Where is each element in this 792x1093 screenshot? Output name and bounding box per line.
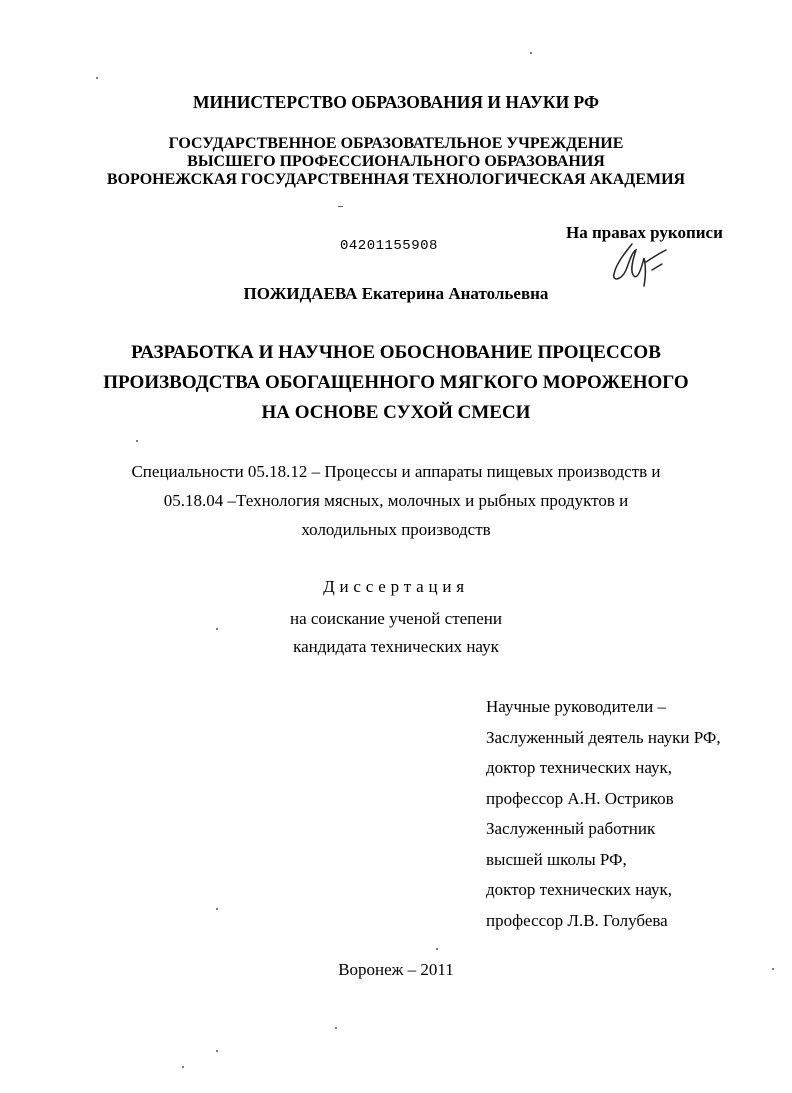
supervisors-line: Заслуженный работник xyxy=(486,819,656,838)
title-line: ПРОИЗВОДСТВА ОБОГАЩЕННОГО МЯГКОГО МОРОЖЕНОГО xyxy=(103,372,689,393)
author-given-names: Екатерина Анатольевна xyxy=(361,284,549,303)
institution-line: ВОРОНЕЖСКАЯ ГОСУДАРСТВЕННАЯ ТЕХНОЛОГИЧЕСКАЯ АКАДЕМИЯ xyxy=(106,171,686,188)
dissertation-title xyxy=(0,338,792,428)
institution-line: ВЫСШЕГО ПРОФЕССИОНАЛЬНОГО ОБРАЗОВАНИЯ xyxy=(187,153,605,170)
rights-note: На правах рукописи xyxy=(566,223,723,242)
supervisors-line: высшей школы РФ, xyxy=(486,849,627,869)
title-line: РАЗРАБОТКА И НАУЧНОЕ ОБОСНОВАНИЕ ПРОЦЕССОВ xyxy=(131,342,661,363)
scan-speck xyxy=(216,628,218,630)
scan-speck xyxy=(136,440,138,442)
scan-speck xyxy=(338,206,343,207)
supervisors-line: доктор технических наук, xyxy=(486,880,673,899)
scan-speck xyxy=(335,1027,337,1029)
scan-speck xyxy=(772,968,774,970)
institution-block xyxy=(0,135,792,189)
specialty-line: 05.18.04 –Технология мясных, молочных и рыбных продуктов и xyxy=(163,491,629,510)
supervisors-line: Научные руководители – xyxy=(486,697,666,716)
specialty-line: холодильных производств xyxy=(301,520,491,539)
scan-speck xyxy=(216,1050,218,1052)
scan-speck xyxy=(530,52,532,54)
specialty-block xyxy=(0,457,792,544)
author-surname: ПОЖИДАЕВА xyxy=(243,284,358,303)
supervisors-line: Заслуженный деятель науки РФ, xyxy=(486,727,721,747)
author-name xyxy=(0,284,792,304)
supervisors-line: профессор А.Н. Остриков xyxy=(486,788,674,808)
degree-line: кандидата технических наук xyxy=(293,637,499,656)
degree-line: на соискание ученой степени xyxy=(289,609,503,628)
serial-number: 04201155908 xyxy=(340,238,438,254)
supervisors-line: доктор технических наук, xyxy=(486,758,673,777)
supervisors-block xyxy=(486,692,721,936)
ministry-heading: МИНИСТЕРСТВО ОБРАЗОВАНИЯ И НАУКИ РФ xyxy=(193,92,599,112)
supervisors-line: профессор Л.В. Голубева xyxy=(486,910,668,930)
title-line: НА ОСНОВЕ СУХОЙ СМЕСИ xyxy=(261,402,531,423)
dissertation-label: Диссертация xyxy=(323,577,469,596)
scan-speck xyxy=(436,948,438,950)
city-year: Воронеж – 2011 xyxy=(338,960,454,979)
scan-speck xyxy=(96,77,98,79)
institution-line: ГОСУДАРСТВЕННОЕ ОБРАЗОВАТЕЛЬНОЕ УЧРЕЖДЕНИЕ xyxy=(168,135,624,152)
degree-block xyxy=(0,605,792,661)
scan-speck xyxy=(182,1066,184,1068)
specialty-line: Специальности 05.18.12 – Процессы и аппараты пищевых производств и xyxy=(131,462,661,481)
scan-speck xyxy=(216,908,218,910)
